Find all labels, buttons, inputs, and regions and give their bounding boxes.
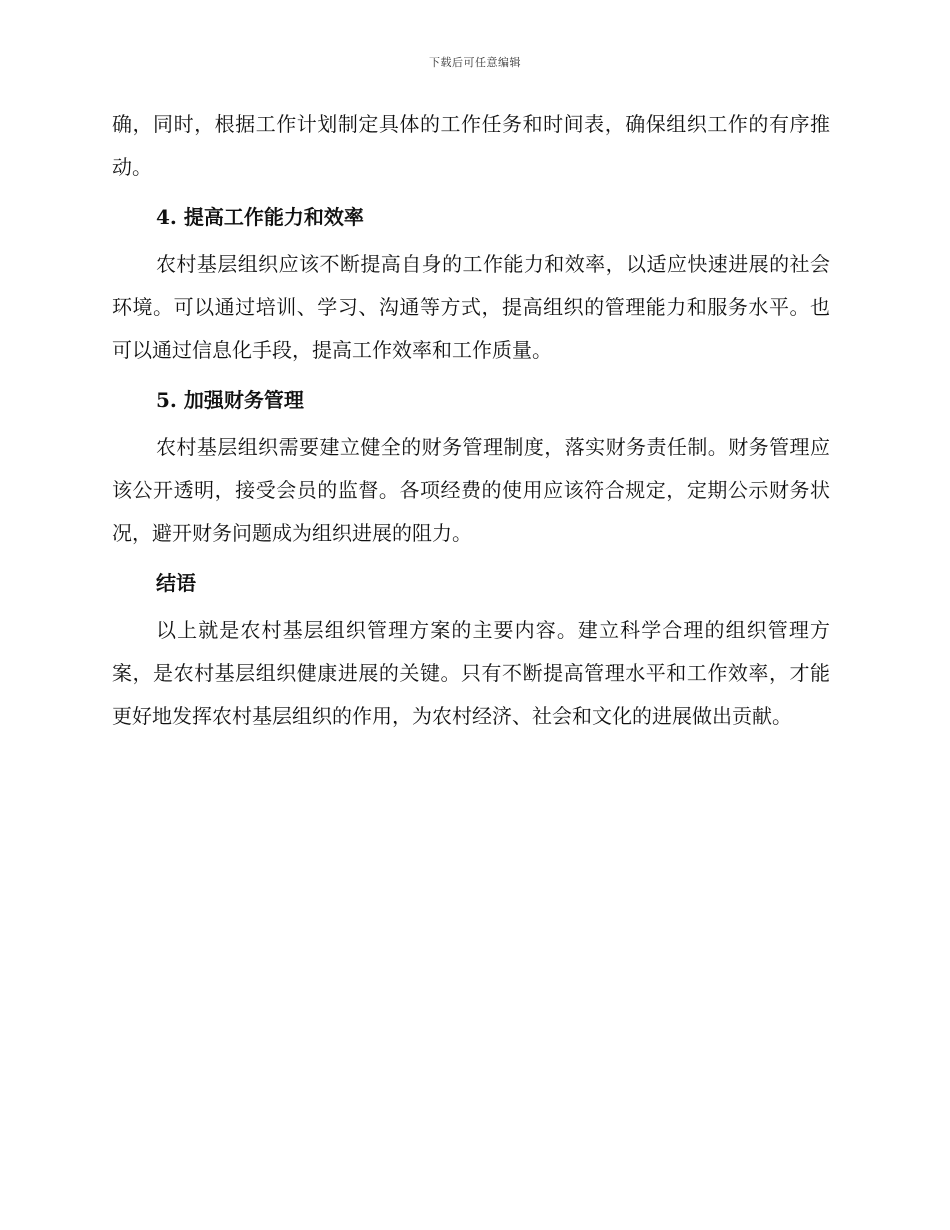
section-heading-4: 4. 提高工作能力和效率 [156, 205, 364, 229]
section-heading-conclusion: 结语 [156, 571, 196, 595]
paragraph-section-4: 农村基层组织应该不断提高自身的工作能力和效率，以适应快速进展的社会环境。可以通过培训、学习、沟通等方式，提高组织的管理能力和服务水平。也可以通过信息化手段，提高工作效率和工作质量。 [112, 252, 830, 362]
section-heading-5: 5. 加强财务管理 [156, 388, 304, 412]
paragraph-continued: 确，同时，根据工作计划制定具体的工作任务和时间表，确保组织工作的有序推动。 [112, 112, 830, 179]
page-header: 下载后可任意编辑 [429, 56, 521, 69]
document-body [112, 103, 830, 738]
paragraph-section-5: 农村基层组织需要建立健全的财务管理制度，落实财务责任制。财务管理应该公开透明，接受会员的监督。各项经费的使用应该符合规定，定期公示财务状况，避开财务问题成为组织进展的阻力。 [112, 435, 830, 545]
paragraph-conclusion: 以上就是农村基层组织管理方案的主要内容。建立科学合理的组织管理方案，是农村基层组织健康进展的关键。只有不断提高管理水平和工作效率，才能更好地发挥农村基层组织的作用，为农村经济、社会和文化的进展做出贡献。 [112, 618, 830, 728]
